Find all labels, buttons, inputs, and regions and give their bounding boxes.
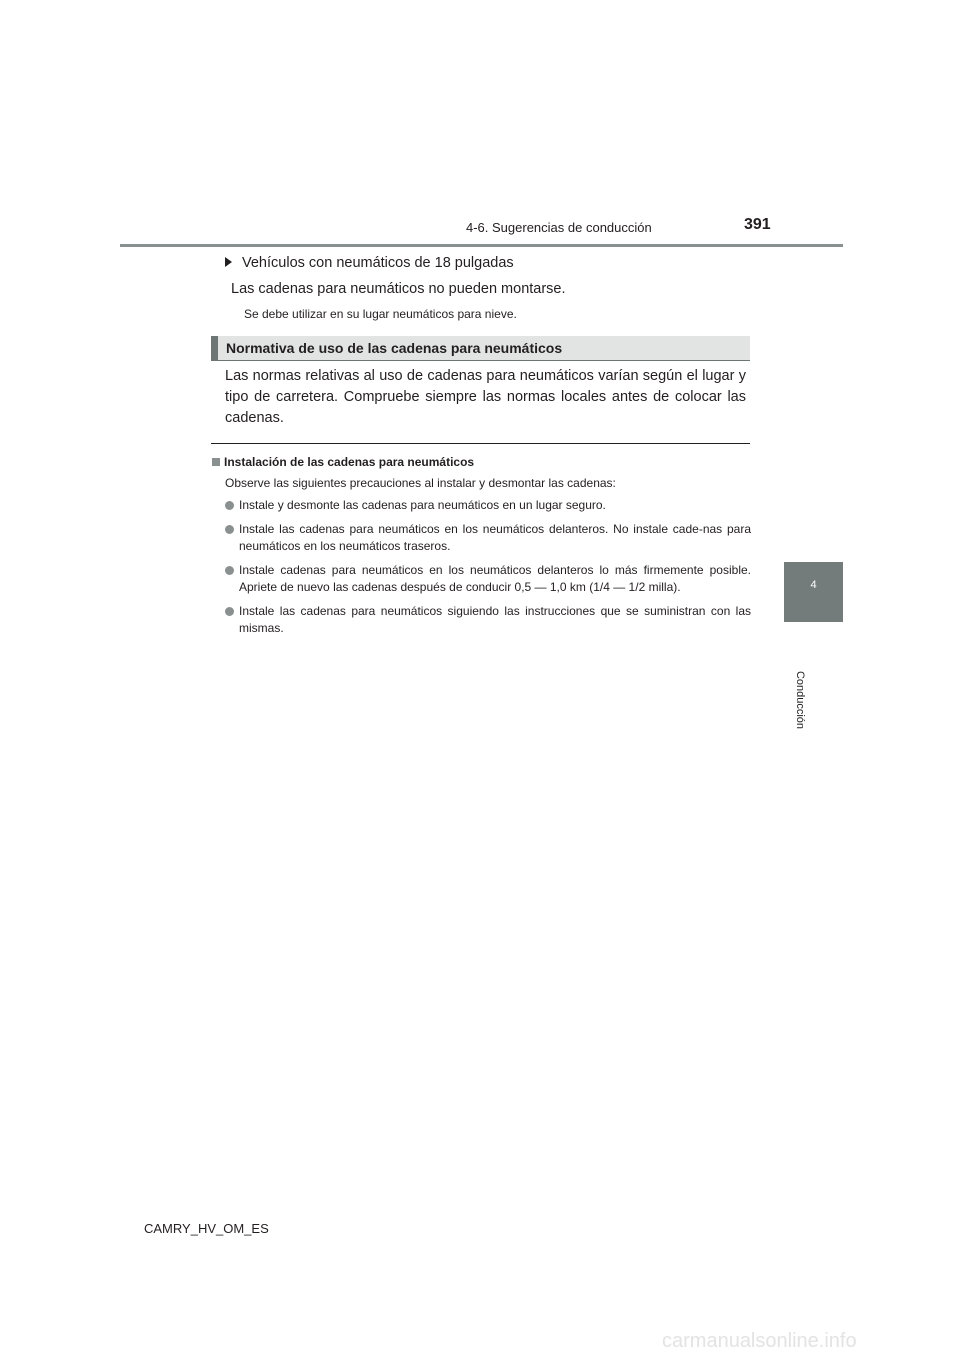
document-code: CAMRY_HV_OM_ES xyxy=(144,1221,269,1236)
list-item xyxy=(225,497,751,514)
vehicle-heading-text: Vehículos con neumáticos de 18 pulgadas xyxy=(242,255,514,271)
list-item-text: Instale y desmonte las cadenas para neumáticos en un lugar seguro. xyxy=(239,498,606,512)
installation-heading xyxy=(212,455,474,469)
chapter-tab xyxy=(784,562,843,622)
chapter-tab-label: Conducción xyxy=(794,670,806,730)
circle-bullet-icon xyxy=(225,566,234,575)
section-header xyxy=(211,336,750,361)
list-item xyxy=(225,562,751,596)
list-item xyxy=(225,603,751,637)
section-divider xyxy=(211,443,750,444)
list-item xyxy=(225,521,751,555)
installation-heading-text: Instalación de las cadenas para neumáticos xyxy=(224,455,475,469)
page-number: 391 xyxy=(744,216,771,233)
list-item-text: Instale las cadenas para neumáticos en los neumáticos delanteros. No instale cade-nas para neumáticos en los neumáticos traseros. xyxy=(239,522,751,553)
vehicle-heading xyxy=(225,255,514,271)
header-section-title: 4-6. Sugerencias de conducción xyxy=(466,220,652,235)
list-item-text: Instale las cadenas para neumáticos siguiendo las instrucciones que se suministran con las mismas. xyxy=(239,604,751,635)
circle-bullet-icon xyxy=(225,607,234,616)
installation-intro: Observe las siguientes precauciones al instalar y desmontar las cadenas: xyxy=(225,476,616,490)
list-item-text: Instale cadenas para neumáticos en los neumáticos delanteros lo más firmemente posible. Apriete de nuevo las cadenas después de conducir 0,5 — 1,0 km (1/4 — 1/2 milla). xyxy=(239,563,751,594)
triangle-bullet-icon xyxy=(225,257,232,267)
circle-bullet-icon xyxy=(225,501,234,510)
header-rule xyxy=(120,244,843,247)
chapter-tab-number: 4 xyxy=(810,579,817,591)
square-bullet-icon xyxy=(212,458,220,466)
chains-note: Se debe utilizar en su lugar neumáticos para nieve. xyxy=(244,307,517,321)
watermark[interactable]: carmanualsonline.info xyxy=(662,1330,857,1352)
chains-statement: Las cadenas para neumáticos no pueden montarse. xyxy=(231,281,566,297)
installation-bullet-list xyxy=(225,497,751,644)
section-paragraph: Las normas relativas al uso de cadenas para neumáticos varían según el lugar y tipo de carretera. Compruebe siempre las normas locales antes de colocar las cadenas. xyxy=(225,368,746,426)
circle-bullet-icon xyxy=(225,525,234,534)
section-header-bar xyxy=(211,336,218,360)
section-title: Normativa de uso de las cadenas para neumáticos xyxy=(226,340,563,356)
